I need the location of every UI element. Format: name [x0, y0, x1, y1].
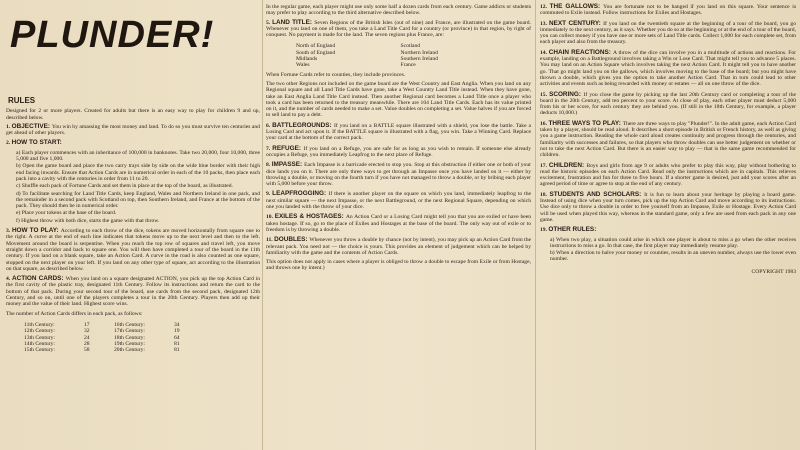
rule-note: When Fortune Cards refer to counties, they include provinces.	[266, 71, 406, 78]
century-count-cell: 15th Century:	[24, 347, 55, 354]
rule-number: 19.	[540, 227, 549, 234]
century-count-cell: 14th Century:	[24, 340, 55, 347]
rule-number: 8.	[266, 162, 272, 169]
rules-heading: RULES	[8, 96, 36, 105]
copyright: COPYRIGHT 1983	[751, 268, 796, 275]
rule-paragraph	[266, 214, 531, 233]
rule-text: If you close the game by picking up the last 20th Century card or completing a tour of the board in the 20th Century, add ten percent to your score. At close of play, each other player must deduct 5,000 from his or her score, for each century they are behind you. (If still in the 18th Century, for example, a player deducts 10,000.)	[540, 91, 797, 117]
rule-subitem: b) When a direction to halve your money or counties, results in an uneven number, always use the lower even number.	[550, 250, 796, 263]
rule-heading: CHAIN REACTIONS:	[548, 48, 614, 56]
region-name: Midlands	[296, 56, 318, 63]
rule-paragraph	[540, 227, 796, 233]
rule-section	[266, 162, 531, 187]
rule-number: 16.	[540, 120, 549, 127]
century-count-cell: 32	[84, 328, 90, 335]
rule-text: There are three ways to play "Plunder!". In the adult game, each Action Card taken by a player, should be read aloud. It describes a short episode in British or French history, as well as giving you a game instruction. Reading the whole card aloud creates continuity and progress through the centuries, and familiarity with successes and failures, so that players who throw doubles can use better judgement on whether or not to take the next Action Card. But there is an easier way to play — that is the same game recommended for children.	[540, 120, 796, 159]
region-name: North of England	[296, 43, 336, 50]
rule-paragraph	[540, 163, 796, 188]
rule-number: 10.	[266, 214, 275, 221]
rule-text: According to each throw of the dice, tokens are moved horizontally from square one to the right. A curve at the end of each line indicates that tokens move up to the next level and then to the left. Movement around the board is serpentine. When you reach the top row of squares and travel left, you move straight down a corridor and back to square one. You will then have completed a tour of the board in the 11th century. If you land on a blank square, take an Action Card. A curve in the road is also counted as one square, stopped on the next player on your left. If you land on any other type of square, act according to the illustration on that square, as described below.	[6, 228, 260, 272]
century-count-cell: 17	[84, 321, 90, 328]
rule-heading: NEXT CENTURY:	[549, 19, 604, 27]
rule-number: 1.	[6, 123, 12, 130]
rule-text: A throw of the dice can involve you in a multitude of actions and reactions. For example, landing on a Battleground involves taking a Win or Lose Card. That might tell you to advance 5 places. You may land on an Action Square which involves taking the next Action Card. It might tell you to have another go. That go might land you on the gallows, which involves moving to the base of the board; but you might have thrown a double, which gives you the option to take another Action Card. That in turn could lead to other activities and events such as being rewarded with money or estates — all on one throw of the dice.	[540, 49, 797, 88]
rule-text: It is fun to learn about your heritage by playing a board game. Instead of using dice when your turn comes, pick up the top Action Card and move according to its instructions. Use dice only to throw a double in order to free yourself from an Impasse, Exile or Hostage. Every Action Card will be used when played this way, whereas in the standard game, only a few are used from each pack in any one game.	[540, 191, 797, 223]
rule-note: The number of Action Cards differs in each pack, as follows:	[6, 310, 143, 317]
century-count-cell: 18th Century:	[114, 334, 145, 341]
rule-number: 14.	[540, 49, 549, 56]
region-name: Northern Ireland	[400, 49, 438, 56]
region-name: France	[400, 62, 416, 69]
rule-text: An Action Card or a Losing Card might tell you that you are exiled or have been taken hostage. If so, go to the place of Exiles and Hostages at the base of the board. The only way out of exile or to freedom is by throwing a double.	[266, 214, 531, 233]
rule-section	[540, 121, 796, 159]
rule-text: If you land on the twentieth square at the beginning of a tour of the board, you go immediately to the next century, as it says. Whether you do so at the beginning or at the end of a tour of the board, you can collect money if you have one or more sets of Land Title cards. Collect 1,000 for each complete set, from each player and also from the treasury.	[540, 20, 797, 46]
rules-list-right	[540, 4, 796, 263]
rules-list-left	[6, 124, 260, 356]
rule-section	[6, 140, 260, 224]
rule-paragraph	[266, 191, 531, 210]
rule-number: 15.	[540, 91, 550, 98]
rule-heading: THE GALLOWS:	[549, 3, 604, 10]
rule-number: 5.	[266, 19, 273, 26]
region-name: South of England	[296, 49, 336, 56]
rule-paragraph	[540, 50, 796, 88]
century-count-cell: 28	[84, 340, 90, 347]
rule-number: 3.	[6, 228, 12, 235]
rule-section	[540, 163, 796, 188]
rule-subitems	[6, 150, 260, 224]
rule-subitem: c) Shuffle each pack of Fortune Cards and set them in place at the top of the board, as illustrated.	[16, 183, 233, 190]
century-count-cell: 34	[174, 321, 180, 328]
rule-text: Whenever you throw a double by chance (not by intent), you may pick up an Action Card from the relevant pack. You need not — the choice is yours. This provides an element of judgement which can be helped by familiarity with the game and the contents of Action Cards.	[266, 237, 531, 256]
rule-section	[266, 123, 531, 142]
rule-heading: STUDENTS AND SCHOLARS:	[549, 190, 645, 198]
rule-paragraph	[6, 228, 260, 272]
rule-number: 12.	[540, 4, 550, 10]
rule-subitems	[540, 237, 796, 263]
century-count-cell: 13th Century:	[24, 334, 55, 341]
rule-heading: OTHER RULES:	[548, 226, 597, 234]
game-title: PLUNDER!	[10, 14, 215, 56]
rule-section	[540, 92, 796, 117]
rule-paragraph	[266, 146, 531, 159]
rule-subitem: e) Place your tokens at the base of the board.	[16, 210, 117, 217]
rule-heading: HOW TO START:	[11, 139, 62, 147]
rule-section	[540, 21, 796, 46]
rule-number: 11.	[266, 237, 275, 244]
rule-text: Seven Regions of the British Isles (out of nine) and France, are illustrated on the game board. Whenever you land on one of them, you take a Land Title Card for a country (or province) in that region, by right of conquest. No payment is made for the land. The seven regions plus France, are:	[266, 19, 531, 39]
rule-paragraph	[540, 92, 796, 117]
rule-section	[266, 191, 531, 210]
rule-subitem: b) Open the game board and place the two carry trays side by side on the wide blue border with their high end facing inwards. Ensure that Action Cards are in numerical order in each of the 10 packs, then place each pack into a cavity with the centuries in order from 11 to 20.	[16, 163, 260, 182]
rule-heading: CHILDREN:	[548, 161, 587, 169]
rules-list-middle	[266, 20, 531, 272]
rule-section	[266, 214, 531, 233]
rule-number: 9.	[266, 191, 273, 198]
rule-paragraph	[540, 192, 796, 223]
rule-section	[540, 192, 796, 223]
rule-section	[540, 227, 796, 262]
century-count-cell: 24	[84, 334, 90, 341]
region-list	[266, 41, 531, 71]
column-middle	[266, 4, 531, 276]
rule-heading: SCORING:	[549, 90, 584, 98]
rule-paragraph	[540, 121, 796, 159]
rule-heading: EXILES & HOSTAGES:	[274, 213, 346, 221]
rule-heading: LAND TITLE:	[272, 18, 315, 26]
rule-section	[6, 276, 260, 355]
rule-subitem: d) To facilitate searching for Land Title Cards, keep England, Wales and Northern Ireland in one pack, and the remainder in a second pack with Scotland on top, then Southern Ireland, and France at the bottom of the pack. They should then be in numerical order.	[16, 190, 260, 210]
rule-heading: DOUBLES:	[274, 236, 310, 244]
rule-heading: THREE WAYS TO PLAY:	[548, 119, 623, 127]
rule-text: If you land on a BATTLE square illustrated with a shield, you lose the battle. Take a Losing Card and act upon it. If the BATTLE square is illustrated with a flag, you win. Take a Winning Card. Replace your card at the bottom of the correct pack.	[266, 122, 531, 142]
rule-text: You are fortunate not to be hanged if you land on this square. Your sentence is commuted to Exile instead. Follow instructions for Exiles and Hostages.	[540, 4, 796, 17]
rule-number: 6.	[266, 122, 273, 129]
century-count-cell: 16th Century:	[114, 321, 145, 328]
rule-paragraph	[540, 21, 796, 46]
century-count-cell: 58	[84, 347, 90, 354]
rule-heading: LEAPFROGGING:	[272, 190, 329, 198]
century-count-table	[6, 320, 260, 355]
region-name: Wales	[296, 62, 310, 69]
rule-text: When you land on a square designated ACTION, you pick up the top Action Card in the first cavity of the plastic tray, designated 11th Century. Follow its instructions and return the card to the bottom of that pack. During your second tour of the board, use cards from the second pack, designated 12th Century, and so on, until one of the players completes a tour in the 20th Century. Players then add up their money and the value of their land. Highest score wins.	[6, 276, 261, 308]
century-count-cell: 64	[174, 334, 180, 341]
rule-heading: ACTION CARDS:	[11, 275, 66, 283]
fold-line	[535, 0, 536, 450]
rule-number: 18.	[540, 191, 550, 198]
region-name: Scotland	[400, 43, 421, 50]
rule-heading: BATTLEGROUNDS:	[272, 121, 334, 129]
century-count-cell: 17th Century:	[114, 328, 145, 335]
rule-heading: IMPASSE:	[271, 161, 305, 169]
rule-heading: HOW TO PLAY:	[11, 227, 61, 235]
middle-intro: In the regular game, each player might use only some half a dozen cards from each century. Game addicts or students may prefer to play according to the third alternative described below.	[266, 4, 531, 17]
rule-text: Boys and girls from age 9 or adults who prefer to play this way, play without bothering to read the historic episodes on each Action Card. Read only the instructions which are in capitals. This relieves excitement, frustration and fun for three to five hours. If a shorter game is desired, just add your scores after an agreed period of time or agree to stop at the end of any century.	[540, 162, 797, 188]
rule-number: 13.	[540, 20, 550, 27]
rule-number: 4.	[6, 276, 12, 283]
rule-subitem: f) Highest throw with both dice, starts the game with that throw.	[16, 217, 160, 224]
century-count-cell: 19	[174, 328, 180, 335]
rule-section	[266, 146, 531, 159]
rule-section	[266, 237, 531, 271]
rule-text: If you land on a Refuge, you are safe for as long as you wish to remain. If someone else already occupies a Refuge, you immediately Leapfrog to the next place of Refuge.	[266, 145, 532, 158]
rule-section	[266, 20, 531, 119]
rule-paragraph	[6, 140, 260, 146]
rule-section	[6, 124, 260, 137]
rule-extra: The two other Regions not included on the game board are the West Country and East Anglia. When you land on any Regional square and all Land Title Cards have gone, take a West Country Land Title instead. When they have gone, take an East Anglia Land Title Card instead. Then another Regional card becomes a Land Title once a player who took a card has been returned to the treasury meanwhile. There are 104 Land Title Cards. Each has its value printed on it, and the number of cards needed to make a set. Value doubles on completing a set. Value halves if you are forced to sell land to pay a debt.	[266, 80, 531, 119]
rule-paragraph	[266, 123, 531, 142]
century-count-cell: 19th Century:	[114, 340, 145, 347]
fold-line	[262, 0, 263, 450]
rule-number: 7.	[266, 145, 273, 152]
rule-paragraph	[540, 4, 796, 17]
column-left	[6, 4, 260, 359]
rule-paragraph	[6, 124, 260, 137]
rule-paragraph	[266, 237, 531, 256]
century-count-cell: 81	[174, 340, 180, 347]
rule-number: 17.	[540, 162, 549, 169]
rule-number: 2.	[6, 140, 12, 147]
rule-paragraph	[266, 20, 531, 39]
rule-subitem: a) When two play, a situation could arise in which one player is about to miss a go when the other receives instructions to miss a go. In that case, the first player may immediately resume play.	[550, 236, 796, 249]
rule-section	[540, 50, 796, 88]
century-count-cell: 81	[174, 347, 180, 354]
century-count-cell: 11th Century:	[24, 321, 55, 328]
century-count-cell: 20th Century:	[114, 347, 145, 354]
rule-subitem: a) Each player commences with an inheritance of 100,000 in banknotes. Take two 20,000, four 10,000, three 5,000 and five 1,000.	[16, 149, 260, 163]
century-count-cell: 12th Century:	[24, 328, 55, 335]
rule-note: This option does not apply in cases where a player is obliged to throw a double to escape from Exile or from Hostage, and throws one by intent.)	[266, 259, 531, 272]
rule-section	[540, 4, 796, 17]
rule-paragraph	[6, 276, 260, 307]
rule-heading: REFUGE:	[272, 144, 304, 152]
rule-text: You win by amassing the most money and land. To do so you must survive ten centuries and get ahead of other players.	[6, 123, 260, 137]
rule-paragraph	[266, 162, 531, 187]
region-name: Southern Ireland	[400, 56, 438, 63]
intro-text: Designed for 2 or more players. Created for adults but there is an easy way to play for children 9 and up, described below.	[6, 108, 260, 121]
column-right	[540, 4, 796, 275]
rule-heading: OBJECTIVE:	[11, 122, 52, 130]
rule-text: Each Impasse is a barricade erected to stop you. Stop at this obstruction if either one or both of your dice lands you on it. There are only three ways to get through an Impasse once you have landed on it — either by throwing a double, or moving on the fourth turn if you have not managed to throw a double, or by bribing each player with 5,000 before your throw.	[266, 162, 532, 188]
rule-text: If there is another player on the square on which you land, immediately leapfrog to the next similar square — the next Impasse, or the next Battleground, or the next Regional Square, depending on which one you landed with the throw of your dice.	[266, 191, 531, 211]
rule-section	[6, 228, 260, 272]
